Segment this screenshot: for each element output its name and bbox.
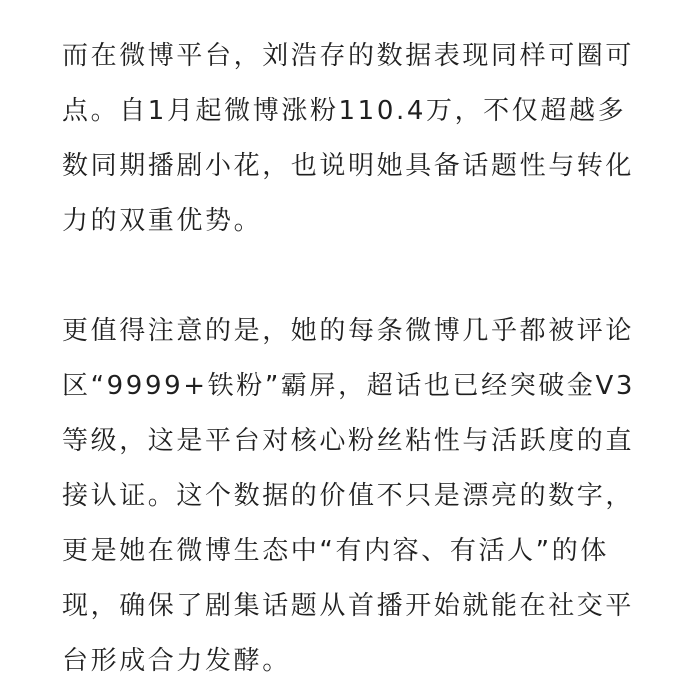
paragraph-fan-engagement: 更值得注意的是，她的每条微博几乎都被评论区“9999+铁粉”霸屏，超话也已经突破金V3等级，这是平台对核心粉丝粘性与活跃度的直接认证。这个数据的价值不只是漂亮的数字，更是她在微博生态中“有内容、有活人”的体现，确保了剧集话题从首播开始就能在社交平台形成合力发酵。: [62, 316, 636, 676]
paragraph-weibo-performance: 而在微博平台，刘浩存的数据表现同样可圈可点。自1月起微博涨粉110.4万，不仅超越多数同期播剧小花，也说明她具备话题性与转化力的双重优势。: [62, 41, 635, 236]
